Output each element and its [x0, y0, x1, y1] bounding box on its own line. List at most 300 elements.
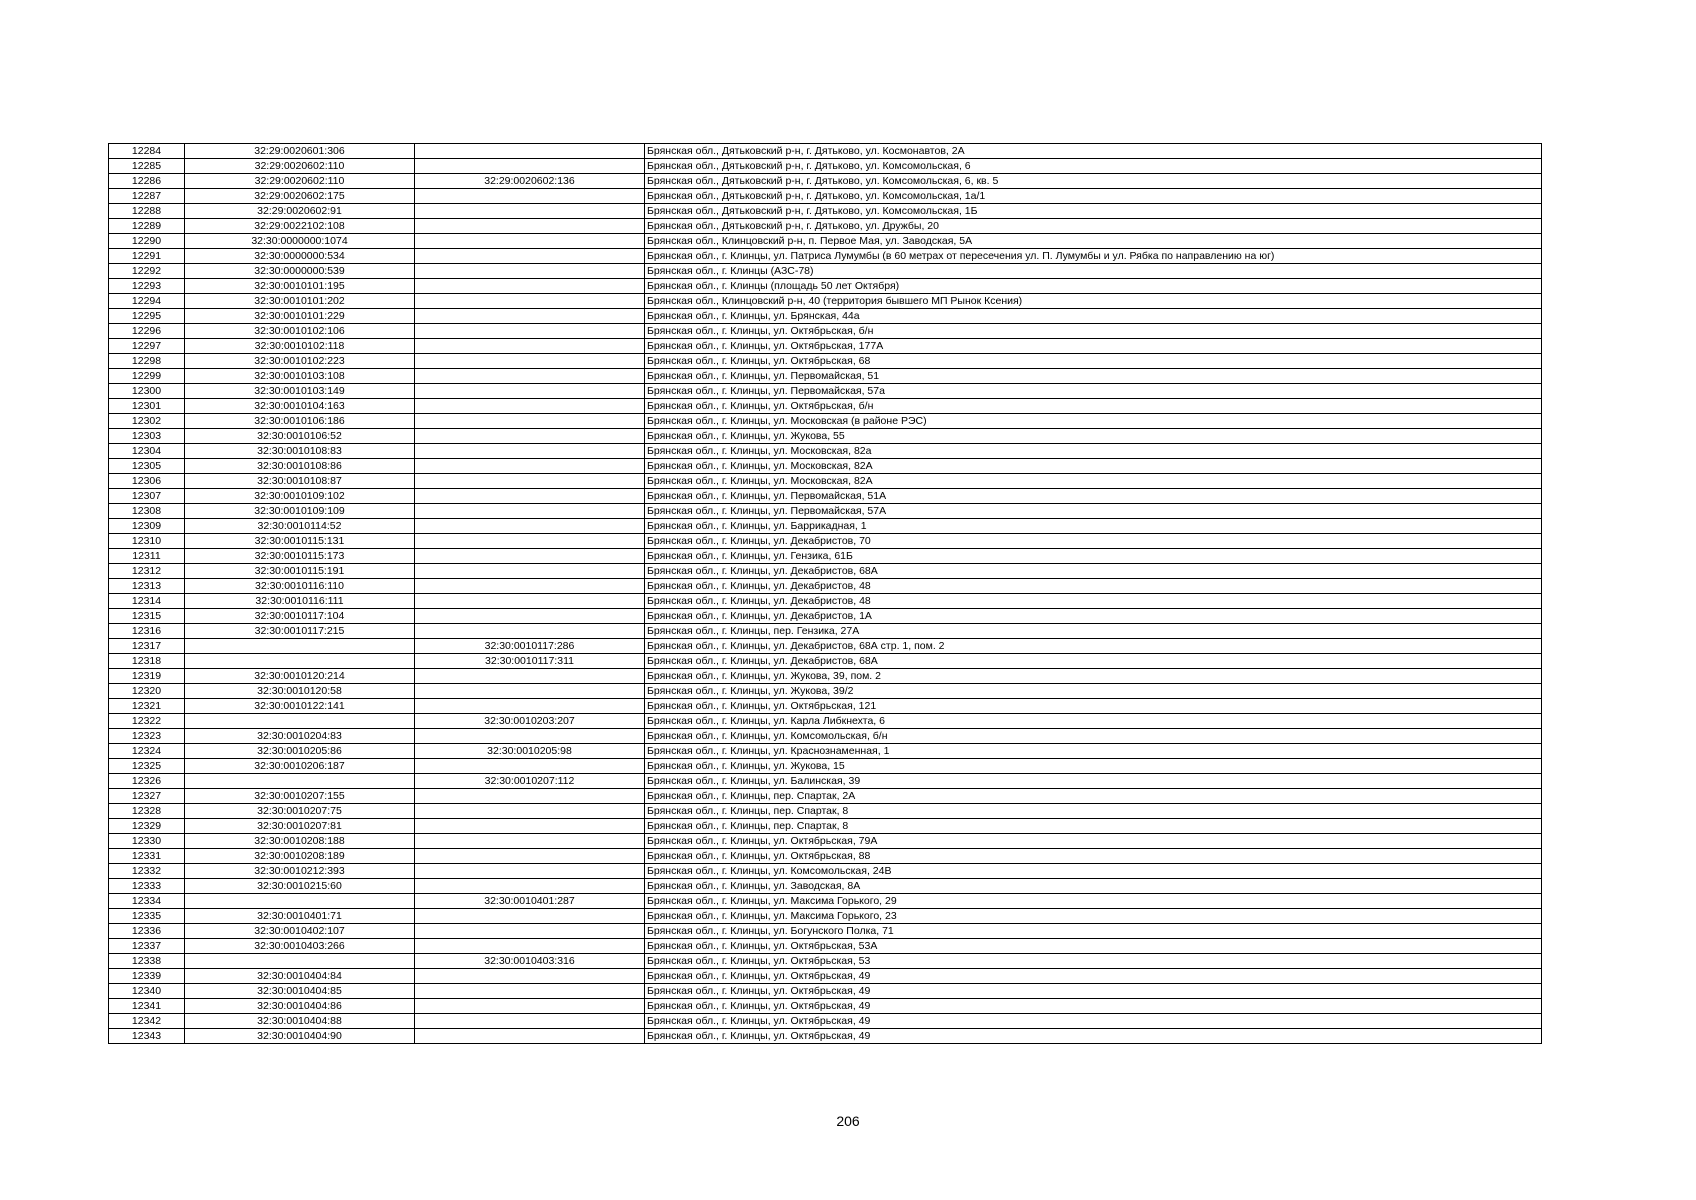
row-number-cell: 12310: [109, 534, 185, 549]
related-cadastral-number-cell: [415, 1029, 645, 1044]
related-cadastral-number-cell: [415, 309, 645, 324]
cadastral-number-cell: 32:30:0010404:88: [185, 1014, 415, 1029]
table-row: [109, 279, 1542, 294]
related-cadastral-number-cell: [415, 474, 645, 489]
related-cadastral-number-cell: [415, 189, 645, 204]
cadastral-number-cell: 32:30:0010104:163: [185, 399, 415, 414]
related-cadastral-number-cell: 32:29:0020602:136: [415, 174, 645, 189]
table-row: [109, 549, 1542, 564]
row-number-cell: 12313: [109, 579, 185, 594]
table-row: [109, 369, 1542, 384]
cadastral-number-cell: 32:30:0010117:215: [185, 624, 415, 639]
address-cell: Брянская обл., г. Клинцы, ул. Октябрьская, 49: [645, 1014, 1542, 1029]
table-row: [109, 879, 1542, 894]
related-cadastral-number-cell: [415, 429, 645, 444]
address-cell: Брянская обл., г. Клинцы, ул. Гензика, 61Б: [645, 549, 1542, 564]
table-row: [109, 1014, 1542, 1029]
cadastral-number-cell: 32:29:0022102:108: [185, 219, 415, 234]
row-number-cell: 12289: [109, 219, 185, 234]
cadastral-number-cell: 32:30:0010404:84: [185, 969, 415, 984]
row-number-cell: 12285: [109, 159, 185, 174]
address-cell: Брянская обл., г. Клинцы, пер. Спартак, 8: [645, 804, 1542, 819]
row-number-cell: 12304: [109, 444, 185, 459]
table-row: [109, 534, 1542, 549]
related-cadastral-number-cell: [415, 924, 645, 939]
row-number-cell: 12293: [109, 279, 185, 294]
table-row: [109, 774, 1542, 789]
table-row: [109, 474, 1542, 489]
row-number-cell: 12332: [109, 864, 185, 879]
related-cadastral-number-cell: 32:30:0010117:311: [415, 654, 645, 669]
row-number-cell: 12338: [109, 954, 185, 969]
cadastral-number-cell: 32:29:0020602:91: [185, 204, 415, 219]
address-cell: Брянская обл., Дятьковский р-н, г. Дятьково, ул. Комсомольская, 1а/1: [645, 189, 1542, 204]
cadastral-number-cell: 32:30:0010115:173: [185, 549, 415, 564]
address-cell: Брянская обл., г. Клинцы, ул. Октябрьская, б/н: [645, 399, 1542, 414]
table-row: [109, 519, 1542, 534]
address-cell: Брянская обл., г. Клинцы, ул. Декабристов, 68А стр. 1, пом. 2: [645, 639, 1542, 654]
address-cell: Брянская обл., г. Клинцы, ул. Краснознаменная, 1: [645, 744, 1542, 759]
address-cell: Брянская обл., г. Клинцы, ул. Баррикадная, 1: [645, 519, 1542, 534]
cadastral-number-cell: 32:30:0010207:155: [185, 789, 415, 804]
address-cell: Брянская обл., г. Клинцы, ул. Жукова, 39/2: [645, 684, 1542, 699]
address-cell: Брянская обл., г. Клинцы, ул. Октябрьская, 79А: [645, 834, 1542, 849]
related-cadastral-number-cell: [415, 204, 645, 219]
cadastral-number-cell: 32:29:0020602:175: [185, 189, 415, 204]
address-cell: Брянская обл., г. Клинцы, ул. Карла Либкнехта, 6: [645, 714, 1542, 729]
related-cadastral-number-cell: 32:30:0010401:287: [415, 894, 645, 909]
related-cadastral-number-cell: [415, 609, 645, 624]
cadastral-number-cell: 32:30:0010205:86: [185, 744, 415, 759]
related-cadastral-number-cell: [415, 789, 645, 804]
table-row: [109, 924, 1542, 939]
table-row: [109, 789, 1542, 804]
table-row: [109, 264, 1542, 279]
cadastral-number-cell: 32:30:0010212:393: [185, 864, 415, 879]
cadastral-number-cell: 32:30:0010207:75: [185, 804, 415, 819]
related-cadastral-number-cell: [415, 804, 645, 819]
table-row: [109, 909, 1542, 924]
address-cell: Брянская обл., г. Клинцы, ул. Декабристов, 70: [645, 534, 1542, 549]
related-cadastral-number-cell: [415, 384, 645, 399]
related-cadastral-number-cell: [415, 984, 645, 999]
row-number-cell: 12339: [109, 969, 185, 984]
address-cell: Брянская обл., г. Клинцы, ул. Октябрьская, 88: [645, 849, 1542, 864]
row-number-cell: 12302: [109, 414, 185, 429]
table-row: [109, 219, 1542, 234]
cadastral-number-cell: [185, 654, 415, 669]
row-number-cell: 12336: [109, 924, 185, 939]
row-number-cell: 12340: [109, 984, 185, 999]
cadastral-number-cell: 32:30:0010122:141: [185, 699, 415, 714]
cadastral-number-cell: [185, 894, 415, 909]
cadastral-number-cell: 32:29:0020602:110: [185, 174, 415, 189]
address-cell: Брянская обл., г. Клинцы, ул. Декабристов, 68А: [645, 654, 1542, 669]
cadastral-number-cell: 32:30:0010101:229: [185, 309, 415, 324]
page-number: 206: [836, 1113, 860, 1129]
address-cell: Брянская обл., г. Клинцы, ул. Октябрьская, 68: [645, 354, 1542, 369]
cadastral-number-cell: 32:30:0010401:71: [185, 909, 415, 924]
row-number-cell: 12287: [109, 189, 185, 204]
related-cadastral-number-cell: [415, 624, 645, 639]
table-row: [109, 174, 1542, 189]
cadastral-number-cell: 32:30:0010109:102: [185, 489, 415, 504]
address-cell: Брянская обл., г. Клинцы (АЗС-78): [645, 264, 1542, 279]
related-cadastral-number-cell: [415, 819, 645, 834]
address-cell: Брянская обл., г. Клинцы, пер. Спартак, 2А: [645, 789, 1542, 804]
related-cadastral-number-cell: [415, 339, 645, 354]
related-cadastral-number-cell: [415, 534, 645, 549]
related-cadastral-number-cell: 32:30:0010117:286: [415, 639, 645, 654]
table-row: [109, 324, 1542, 339]
row-number-cell: 12330: [109, 834, 185, 849]
cadastral-number-cell: 32:30:0010404:85: [185, 984, 415, 999]
cadastral-number-cell: 32:30:0010403:266: [185, 939, 415, 954]
row-number-cell: 12308: [109, 504, 185, 519]
row-number-cell: 12312: [109, 564, 185, 579]
cadastral-number-cell: 32:30:0010114:52: [185, 519, 415, 534]
related-cadastral-number-cell: [415, 699, 645, 714]
row-number-cell: 12317: [109, 639, 185, 654]
cadastral-number-cell: 32:29:0020602:110: [185, 159, 415, 174]
address-cell: Брянская обл., Дятьковский р-н, г. Дятьково, ул. Комсомольская, 6: [645, 159, 1542, 174]
row-number-cell: 12298: [109, 354, 185, 369]
table-row: [109, 384, 1542, 399]
address-cell: Брянская обл., г. Клинцы, ул. Декабристов, 48: [645, 594, 1542, 609]
row-number-cell: 12307: [109, 489, 185, 504]
related-cadastral-number-cell: [415, 549, 645, 564]
table-row: [109, 744, 1542, 759]
table-row: [109, 894, 1542, 909]
row-number-cell: 12321: [109, 699, 185, 714]
address-cell: Брянская обл., Дятьковский р-н, г. Дятьково, ул. Космонавтов, 2А: [645, 144, 1542, 159]
address-cell: Брянская обл., г. Клинцы, ул. Комсомольская, б/н: [645, 729, 1542, 744]
row-number-cell: 12341: [109, 999, 185, 1014]
table-row: [109, 864, 1542, 879]
row-number-cell: 12296: [109, 324, 185, 339]
related-cadastral-number-cell: [415, 144, 645, 159]
table-row: [109, 714, 1542, 729]
address-cell: Брянская обл., г. Клинцы, ул. Жукова, 15: [645, 759, 1542, 774]
related-cadastral-number-cell: [415, 519, 645, 534]
related-cadastral-number-cell: [415, 1014, 645, 1029]
row-number-cell: 12333: [109, 879, 185, 894]
address-cell: Брянская обл., г. Клинцы, ул. Максима Горького, 23: [645, 909, 1542, 924]
cadastral-number-cell: 32:30:0010207:81: [185, 819, 415, 834]
table-body: [109, 144, 1542, 1044]
cadastral-number-cell: 32:30:0010102:223: [185, 354, 415, 369]
row-number-cell: 12315: [109, 609, 185, 624]
related-cadastral-number-cell: [415, 264, 645, 279]
cadastral-number-cell: 32:30:0010120:214: [185, 669, 415, 684]
cadastral-number-cell: [185, 954, 415, 969]
related-cadastral-number-cell: [415, 234, 645, 249]
table-row: [109, 624, 1542, 639]
related-cadastral-number-cell: [415, 864, 645, 879]
related-cadastral-number-cell: [415, 879, 645, 894]
row-number-cell: 12297: [109, 339, 185, 354]
table-row: [109, 429, 1542, 444]
table-row: [109, 144, 1542, 159]
table-row: [109, 834, 1542, 849]
row-number-cell: 12303: [109, 429, 185, 444]
cadastral-number-cell: 32:30:0010102:118: [185, 339, 415, 354]
address-cell: Брянская обл., г. Клинцы, ул. Декабристов, 48: [645, 579, 1542, 594]
cadastral-number-cell: 32:30:0010108:83: [185, 444, 415, 459]
property-table: [108, 143, 1542, 1044]
row-number-cell: 12342: [109, 1014, 185, 1029]
cadastral-number-cell: 32:30:0010103:108: [185, 369, 415, 384]
row-number-cell: 12290: [109, 234, 185, 249]
cadastral-number-cell: [185, 639, 415, 654]
cadastral-number-cell: 32:30:0010106:186: [185, 414, 415, 429]
row-number-cell: 12301: [109, 399, 185, 414]
table-row: [109, 159, 1542, 174]
address-cell: Брянская обл., г. Клинцы, пер. Спартак, 8: [645, 819, 1542, 834]
related-cadastral-number-cell: [415, 999, 645, 1014]
address-cell: Брянская обл., г. Клинцы, ул. Патриса Лумумбы (в 60 метрах от пересечения ул. П. Лумумбы и ул. Рябка по направлению на юг): [645, 249, 1542, 264]
address-cell: Брянская обл., г. Клинцы, ул. Брянская, 44а: [645, 309, 1542, 324]
cadastral-number-cell: 32:30:0010215:60: [185, 879, 415, 894]
related-cadastral-number-cell: [415, 594, 645, 609]
table-row: [109, 759, 1542, 774]
address-cell: Брянская обл., Дятьковский р-н, г. Дятьково, ул. Комсомольская, 6, кв. 5: [645, 174, 1542, 189]
row-number-cell: 12319: [109, 669, 185, 684]
table-row: [109, 294, 1542, 309]
table-row: [109, 234, 1542, 249]
table-row: [109, 1029, 1542, 1044]
related-cadastral-number-cell: 32:30:0010207:112: [415, 774, 645, 789]
table-row: [109, 969, 1542, 984]
table-row: [109, 654, 1542, 669]
table-row: [109, 984, 1542, 999]
related-cadastral-number-cell: [415, 504, 645, 519]
table-row: [109, 804, 1542, 819]
row-number-cell: 12320: [109, 684, 185, 699]
address-cell: Брянская обл., г. Клинцы, ул. Жукова, 39, пом. 2: [645, 669, 1542, 684]
table-row: [109, 579, 1542, 594]
address-cell: Брянская обл., Дятьковский р-н, г. Дятьково, ул. Комсомольская, 1Б: [645, 204, 1542, 219]
table-row: [109, 339, 1542, 354]
related-cadastral-number-cell: [415, 444, 645, 459]
table-row: [109, 609, 1542, 624]
address-cell: Брянская обл., г. Клинцы, ул. Московская, 82А: [645, 474, 1542, 489]
cadastral-number-cell: 32:30:0010206:187: [185, 759, 415, 774]
cadastral-number-cell: 32:30:0000000:534: [185, 249, 415, 264]
cadastral-number-cell: [185, 714, 415, 729]
cadastral-number-cell: 32:30:0010101:202: [185, 294, 415, 309]
table-row: [109, 444, 1542, 459]
row-number-cell: 12300: [109, 384, 185, 399]
address-cell: Брянская обл., Клинцовский р-н, п. Первое Мая, ул. Заводская, 5А: [645, 234, 1542, 249]
row-number-cell: 12299: [109, 369, 185, 384]
cadastral-number-cell: 32:30:0010404:90: [185, 1029, 415, 1044]
cadastral-number-cell: [185, 774, 415, 789]
row-number-cell: 12322: [109, 714, 185, 729]
related-cadastral-number-cell: [415, 324, 645, 339]
row-number-cell: 12326: [109, 774, 185, 789]
cadastral-number-cell: 32:30:0010108:86: [185, 459, 415, 474]
row-number-cell: 12316: [109, 624, 185, 639]
address-cell: Брянская обл., г. Клинцы, ул. Заводская, 8А: [645, 879, 1542, 894]
table-row: [109, 204, 1542, 219]
related-cadastral-number-cell: [415, 669, 645, 684]
related-cadastral-number-cell: 32:30:0010203:207: [415, 714, 645, 729]
cadastral-number-cell: 32:30:0010101:195: [185, 279, 415, 294]
table-row: [109, 309, 1542, 324]
table-row: [109, 849, 1542, 864]
related-cadastral-number-cell: [415, 564, 645, 579]
table-row: [109, 669, 1542, 684]
table-row: [109, 999, 1542, 1014]
related-cadastral-number-cell: [415, 834, 645, 849]
address-cell: Брянская обл., Клинцовский р-н, 40 (территория бывшего МП Рынок Ксения): [645, 294, 1542, 309]
cadastral-number-cell: 32:30:0010208:189: [185, 849, 415, 864]
related-cadastral-number-cell: [415, 354, 645, 369]
related-cadastral-number-cell: [415, 489, 645, 504]
row-number-cell: 12324: [109, 744, 185, 759]
row-number-cell: 12309: [109, 519, 185, 534]
cadastral-number-cell: 32:30:0010204:83: [185, 729, 415, 744]
related-cadastral-number-cell: [415, 399, 645, 414]
cadastral-number-cell: 32:30:0010116:111: [185, 594, 415, 609]
row-number-cell: 12334: [109, 894, 185, 909]
related-cadastral-number-cell: 32:30:0010205:98: [415, 744, 645, 759]
related-cadastral-number-cell: [415, 279, 645, 294]
cadastral-number-cell: 32:29:0020601:306: [185, 144, 415, 159]
row-number-cell: 12331: [109, 849, 185, 864]
related-cadastral-number-cell: [415, 939, 645, 954]
table-row: [109, 399, 1542, 414]
cadastral-number-cell: 32:30:0010117:104: [185, 609, 415, 624]
cadastral-number-cell: 32:30:0010115:191: [185, 564, 415, 579]
address-cell: Брянская обл., г. Клинцы, ул. Богунского Полка, 71: [645, 924, 1542, 939]
address-cell: Брянская обл., г. Клинцы, ул. Октябрьская, 53А: [645, 939, 1542, 954]
table-row: [109, 954, 1542, 969]
row-number-cell: 12329: [109, 819, 185, 834]
address-cell: Брянская обл., г. Клинцы, ул. Московская, 82А: [645, 459, 1542, 474]
cadastral-number-cell: 32:30:0010402:107: [185, 924, 415, 939]
row-number-cell: 12306: [109, 474, 185, 489]
address-cell: Брянская обл., г. Клинцы, ул. Октябрьская, б/н: [645, 324, 1542, 339]
row-number-cell: 12288: [109, 204, 185, 219]
address-cell: Брянская обл., г. Клинцы, ул. Октябрьская, 49: [645, 984, 1542, 999]
row-number-cell: 12343: [109, 1029, 185, 1044]
address-cell: Брянская обл., г. Клинцы, ул. Жукова, 55: [645, 429, 1542, 444]
table-row: [109, 459, 1542, 474]
table-row: [109, 639, 1542, 654]
row-number-cell: 12328: [109, 804, 185, 819]
address-cell: Брянская обл., г. Клинцы, ул. Декабристов, 1А: [645, 609, 1542, 624]
related-cadastral-number-cell: [415, 159, 645, 174]
row-number-cell: 12284: [109, 144, 185, 159]
address-cell: Брянская обл., г. Клинцы, ул. Октябрьская, 49: [645, 1029, 1542, 1044]
related-cadastral-number-cell: [415, 909, 645, 924]
row-number-cell: 12323: [109, 729, 185, 744]
row-number-cell: 12286: [109, 174, 185, 189]
cadastral-number-cell: 32:30:0010115:131: [185, 534, 415, 549]
row-number-cell: 12327: [109, 789, 185, 804]
table-row: [109, 594, 1542, 609]
related-cadastral-number-cell: [415, 759, 645, 774]
row-number-cell: 12318: [109, 654, 185, 669]
table-row: [109, 699, 1542, 714]
address-cell: Брянская обл., г. Клинцы, ул. Московская (в районе РЭС): [645, 414, 1542, 429]
related-cadastral-number-cell: [415, 579, 645, 594]
address-cell: Брянская обл., г. Клинцы, ул. Комсомольская, 24В: [645, 864, 1542, 879]
row-number-cell: 12291: [109, 249, 185, 264]
address-cell: Брянская обл., г. Клинцы, ул. Октябрьская, 49: [645, 999, 1542, 1014]
address-cell: Брянская обл., г. Клинцы, ул. Первомайская, 57А: [645, 504, 1542, 519]
table-row: [109, 939, 1542, 954]
row-number-cell: 12305: [109, 459, 185, 474]
cadastral-number-cell: 32:30:0010404:86: [185, 999, 415, 1014]
related-cadastral-number-cell: [415, 414, 645, 429]
row-number-cell: 12337: [109, 939, 185, 954]
cadastral-number-cell: 32:30:0000000:539: [185, 264, 415, 279]
table-row: [109, 414, 1542, 429]
address-cell: Брянская обл., г. Клинцы, ул. Первомайская, 51А: [645, 489, 1542, 504]
row-number-cell: 12335: [109, 909, 185, 924]
table-row: [109, 564, 1542, 579]
cadastral-number-cell: 32:30:0000000:1074: [185, 234, 415, 249]
row-number-cell: 12295: [109, 309, 185, 324]
cadastral-number-cell: 32:30:0010120:58: [185, 684, 415, 699]
address-cell: Брянская обл., г. Клинцы, ул. Московская, 82а: [645, 444, 1542, 459]
row-number-cell: 12325: [109, 759, 185, 774]
cadastral-number-cell: 32:30:0010208:188: [185, 834, 415, 849]
row-number-cell: 12311: [109, 549, 185, 564]
address-cell: Брянская обл., г. Клинцы (площадь 50 лет Октября): [645, 279, 1542, 294]
address-cell: Брянская обл., г. Клинцы, ул. Октябрьская, 53: [645, 954, 1542, 969]
cadastral-number-cell: 32:30:0010108:87: [185, 474, 415, 489]
table-row: [109, 729, 1542, 744]
table-row: [109, 249, 1542, 264]
cadastral-number-cell: 32:30:0010103:149: [185, 384, 415, 399]
cadastral-number-cell: 32:30:0010109:109: [185, 504, 415, 519]
related-cadastral-number-cell: [415, 369, 645, 384]
related-cadastral-number-cell: [415, 684, 645, 699]
related-cadastral-number-cell: [415, 459, 645, 474]
cadastral-number-cell: 32:30:0010116:110: [185, 579, 415, 594]
table-row: [109, 189, 1542, 204]
related-cadastral-number-cell: [415, 969, 645, 984]
table-row: [109, 504, 1542, 519]
cadastral-number-cell: 32:30:0010102:106: [185, 324, 415, 339]
related-cadastral-number-cell: [415, 729, 645, 744]
address-cell: Брянская обл., Дятьковский р-н, г. Дятьково, ул. Дружбы, 20: [645, 219, 1542, 234]
related-cadastral-number-cell: [415, 219, 645, 234]
address-cell: Брянская обл., г. Клинцы, ул. Октябрьская, 121: [645, 699, 1542, 714]
table-row: [109, 354, 1542, 369]
table-row: [109, 684, 1542, 699]
address-cell: Брянская обл., г. Клинцы, ул. Первомайская, 51: [645, 369, 1542, 384]
related-cadastral-number-cell: [415, 249, 645, 264]
related-cadastral-number-cell: [415, 849, 645, 864]
address-cell: Брянская обл., г. Клинцы, ул. Декабристов, 68А: [645, 564, 1542, 579]
row-number-cell: 12292: [109, 264, 185, 279]
row-number-cell: 12314: [109, 594, 185, 609]
address-cell: Брянская обл., г. Клинцы, ул. Максима Горького, 29: [645, 894, 1542, 909]
address-cell: Брянская обл., г. Клинцы, ул. Октябрьская, 49: [645, 969, 1542, 984]
address-cell: Брянская обл., г. Клинцы, ул. Октябрьская, 177А: [645, 339, 1542, 354]
address-cell: Брянская обл., г. Клинцы, ул. Балинская, 39: [645, 774, 1542, 789]
related-cadastral-number-cell: 32:30:0010403:316: [415, 954, 645, 969]
related-cadastral-number-cell: [415, 294, 645, 309]
address-cell: Брянская обл., г. Клинцы, пер. Гензика, 27А: [645, 624, 1542, 639]
row-number-cell: 12294: [109, 294, 185, 309]
table-row: [109, 819, 1542, 834]
